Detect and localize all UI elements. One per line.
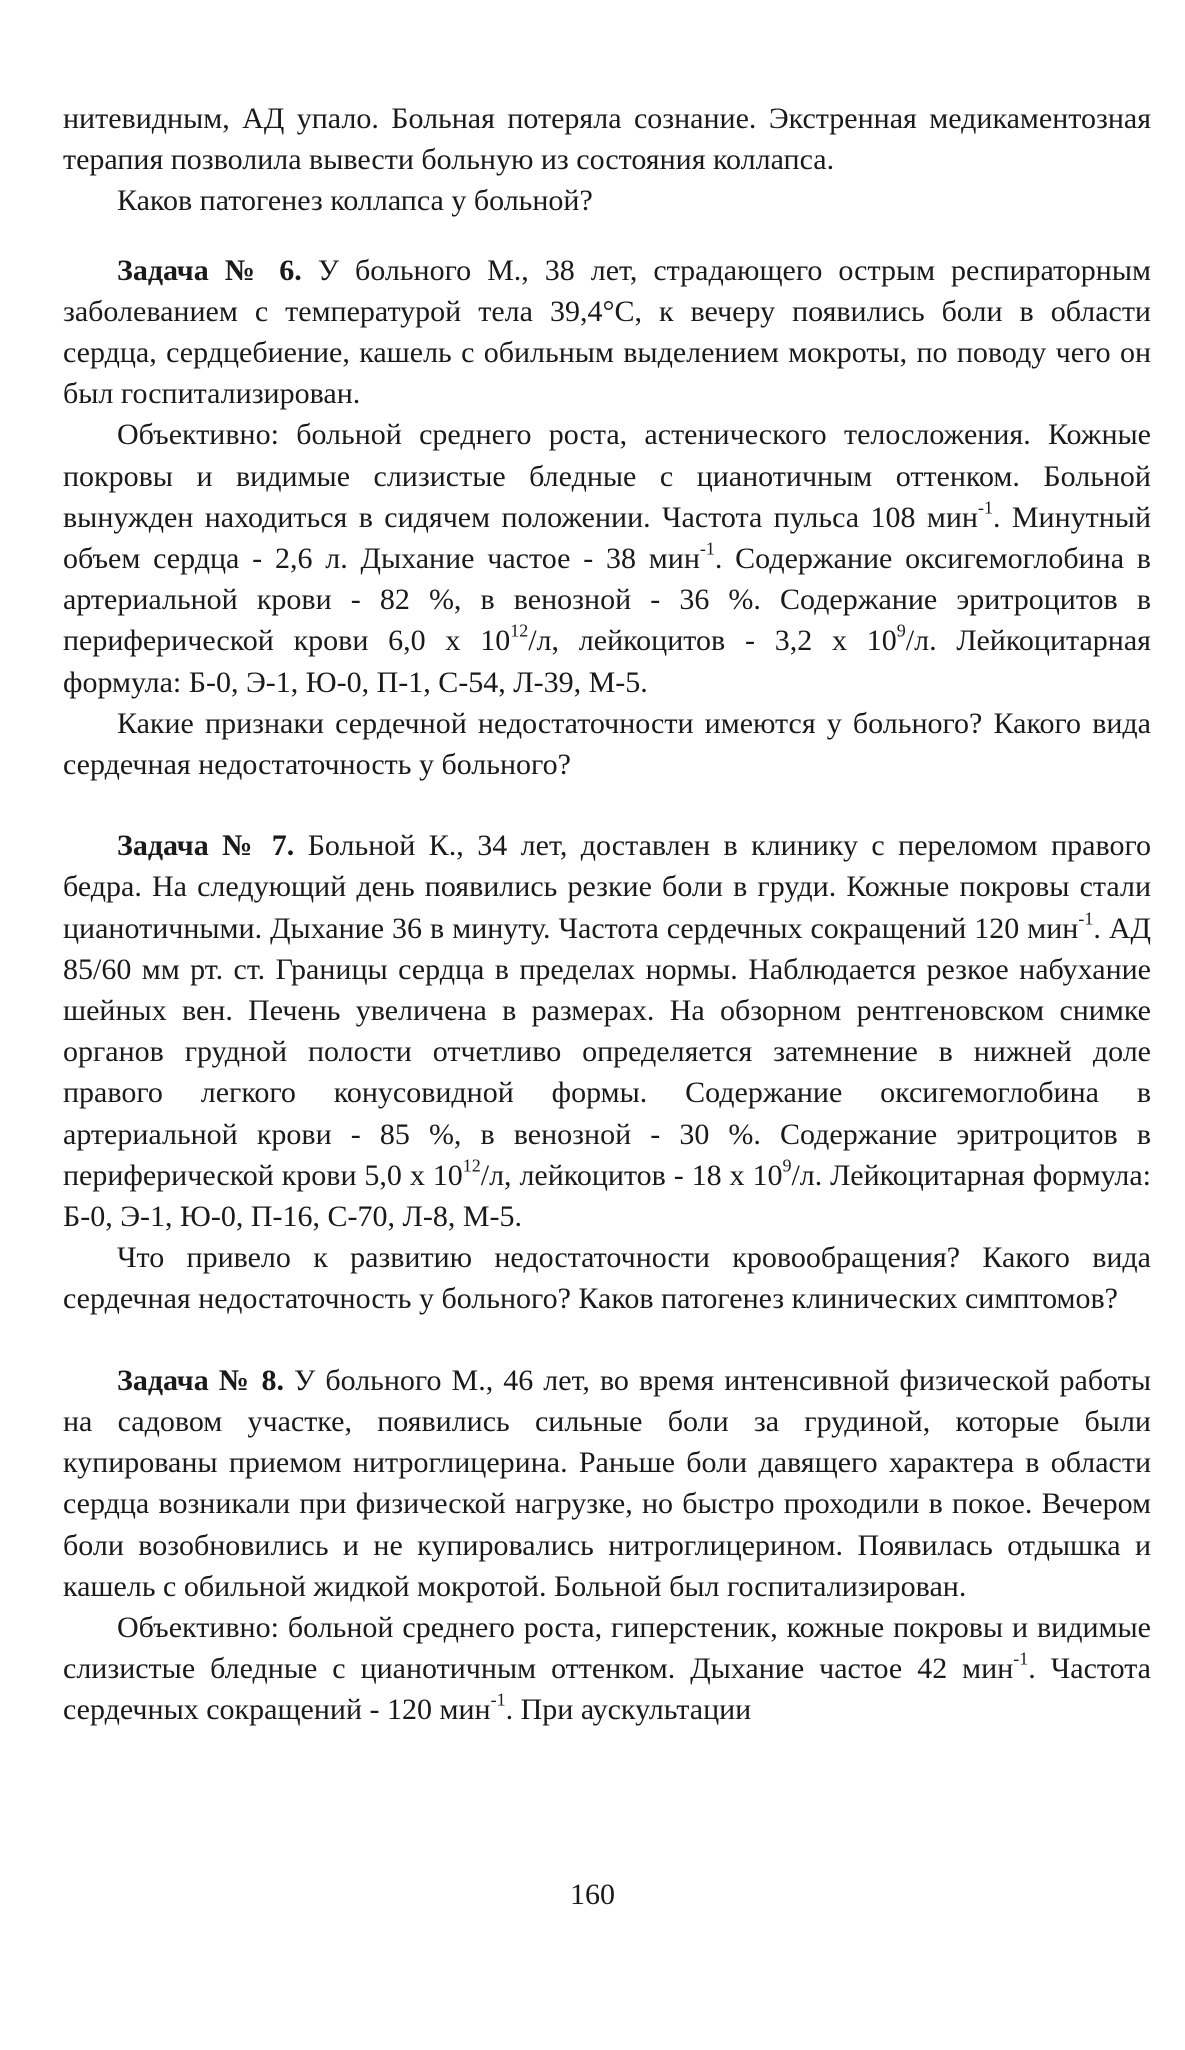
task-6-title: Задача № 6. [117, 253, 302, 287]
carryover-question: Каков патогенез коллапса у больной? [117, 184, 593, 218]
carryover-text: нитевидным, АД упало. Больная потеряла сознание. Экстренная медикаментозная терапия позволила вывести больную из состояния коллапса. [63, 102, 1151, 177]
task-6-question: Какие признаки сердечной недостаточности имеются у больного? Какого вида сердечная недостаточность у больного? [63, 706, 1151, 782]
task-6-paragraph [63, 250, 1151, 415]
task-8-title: Задача № 8. [117, 1363, 285, 1397]
task-8-objective: Объективно: больной среднего роста, гиперстеник, кожные покровы и видимые слизистые бледные с цианотичным оттенком. Дыхание частое 42 мин$^{-1}$. Частота сердечных сокращений - 120 мин$^{-1}$. При аускультации [63, 1610, 1151, 1727]
task-7-title: Задача № 7. [117, 829, 295, 863]
page-number: 160 [570, 1878, 615, 1911]
task-7-question: Что привело к развитию недостаточности кровообращения? Какого вида сердечная недостаточность у больного? Каков патогенез клинических симптомов? [63, 1241, 1151, 1316]
task-7-paragraph: Задача № 7. Больной К., 34 лет, доставлен в клинику с переломом правого бедра. На следующий день появились резкие боли в груди. Кожные покровы стали цианотичными. Дыхание 36 в минуту. Частота сердечных сокращений 120 мин$^{-1}$. АД 85/60 мм рт. ст. Границы сердца в пределах нормы. Наблюдается резкое набухание шейных вен. Печень увеличена в размерах. На обзорном рентгеновском снимке органов грудной полости отчетливо определяется затемнение в нижней доле правого легкого конусовидной формы. Содержание оксигемоглобина в артериальной крови - 85 %, в венозной - 30 %. Содержание эритроцитов в периферической крови 5,0 х $10^{12}/л$, лейкоцитов - 18 х $10^9/л$. Лейкоцитарная формула: Б-0, Э-1, Ю-0, П-16, С-70, Л-8, М-5. [63, 829, 1152, 1234]
task-6-intro: У больного М., 38 лет, страдающего острым респираторным заболеванием с температурой тела 39,4°С, к вечеру появились боли в области сердца, сердцебиение, кашель с обильным выделением мокроты, по поводу чего он был госпитализирован. [63, 253, 1151, 411]
task-6-objective: Объективно: больной среднего роста, астенического телосложения. Кожные покровы и видимые слизистые бледные с цианотичным оттенком. Больной вынужден находиться в сидячем положении. Частота пульса 108 мин$^{-1}$. Минутный объем сердца - 2,6 л. Дыхание частое - 38 мин$^{-1}$. Содержание оксигемоглобина в артериальной крови - 82 %, в венозной - 36 %. Содержание эритроцитов в периферической крови 6,0 х $10^{12}/л$, лейкоцитов - 3,2 х $10^9/л$. Лейкоцитарная формула: Б-0, Э-1, Ю-0, П-1, С-54, Л-39, М-5. [63, 418, 1152, 699]
carryover-paragraph [63, 98, 1151, 180]
task-8-paragraph: Задача № 8. У больного М., 46 лет, во время интенсивной физической работы на садовом участке, появились сильные боли за грудиной, которые были купированы приемом нитроглицерина. Раньше боли давящего характера в области сердца возникали при физической нагрузке, но быстро проходили в покое. Вечером боли возобновились и не купировались нитроглицерином. Появилась отдышка и кашель с обильной жидкой мокротой. Больной был госпитализирован. [63, 1363, 1152, 1603]
